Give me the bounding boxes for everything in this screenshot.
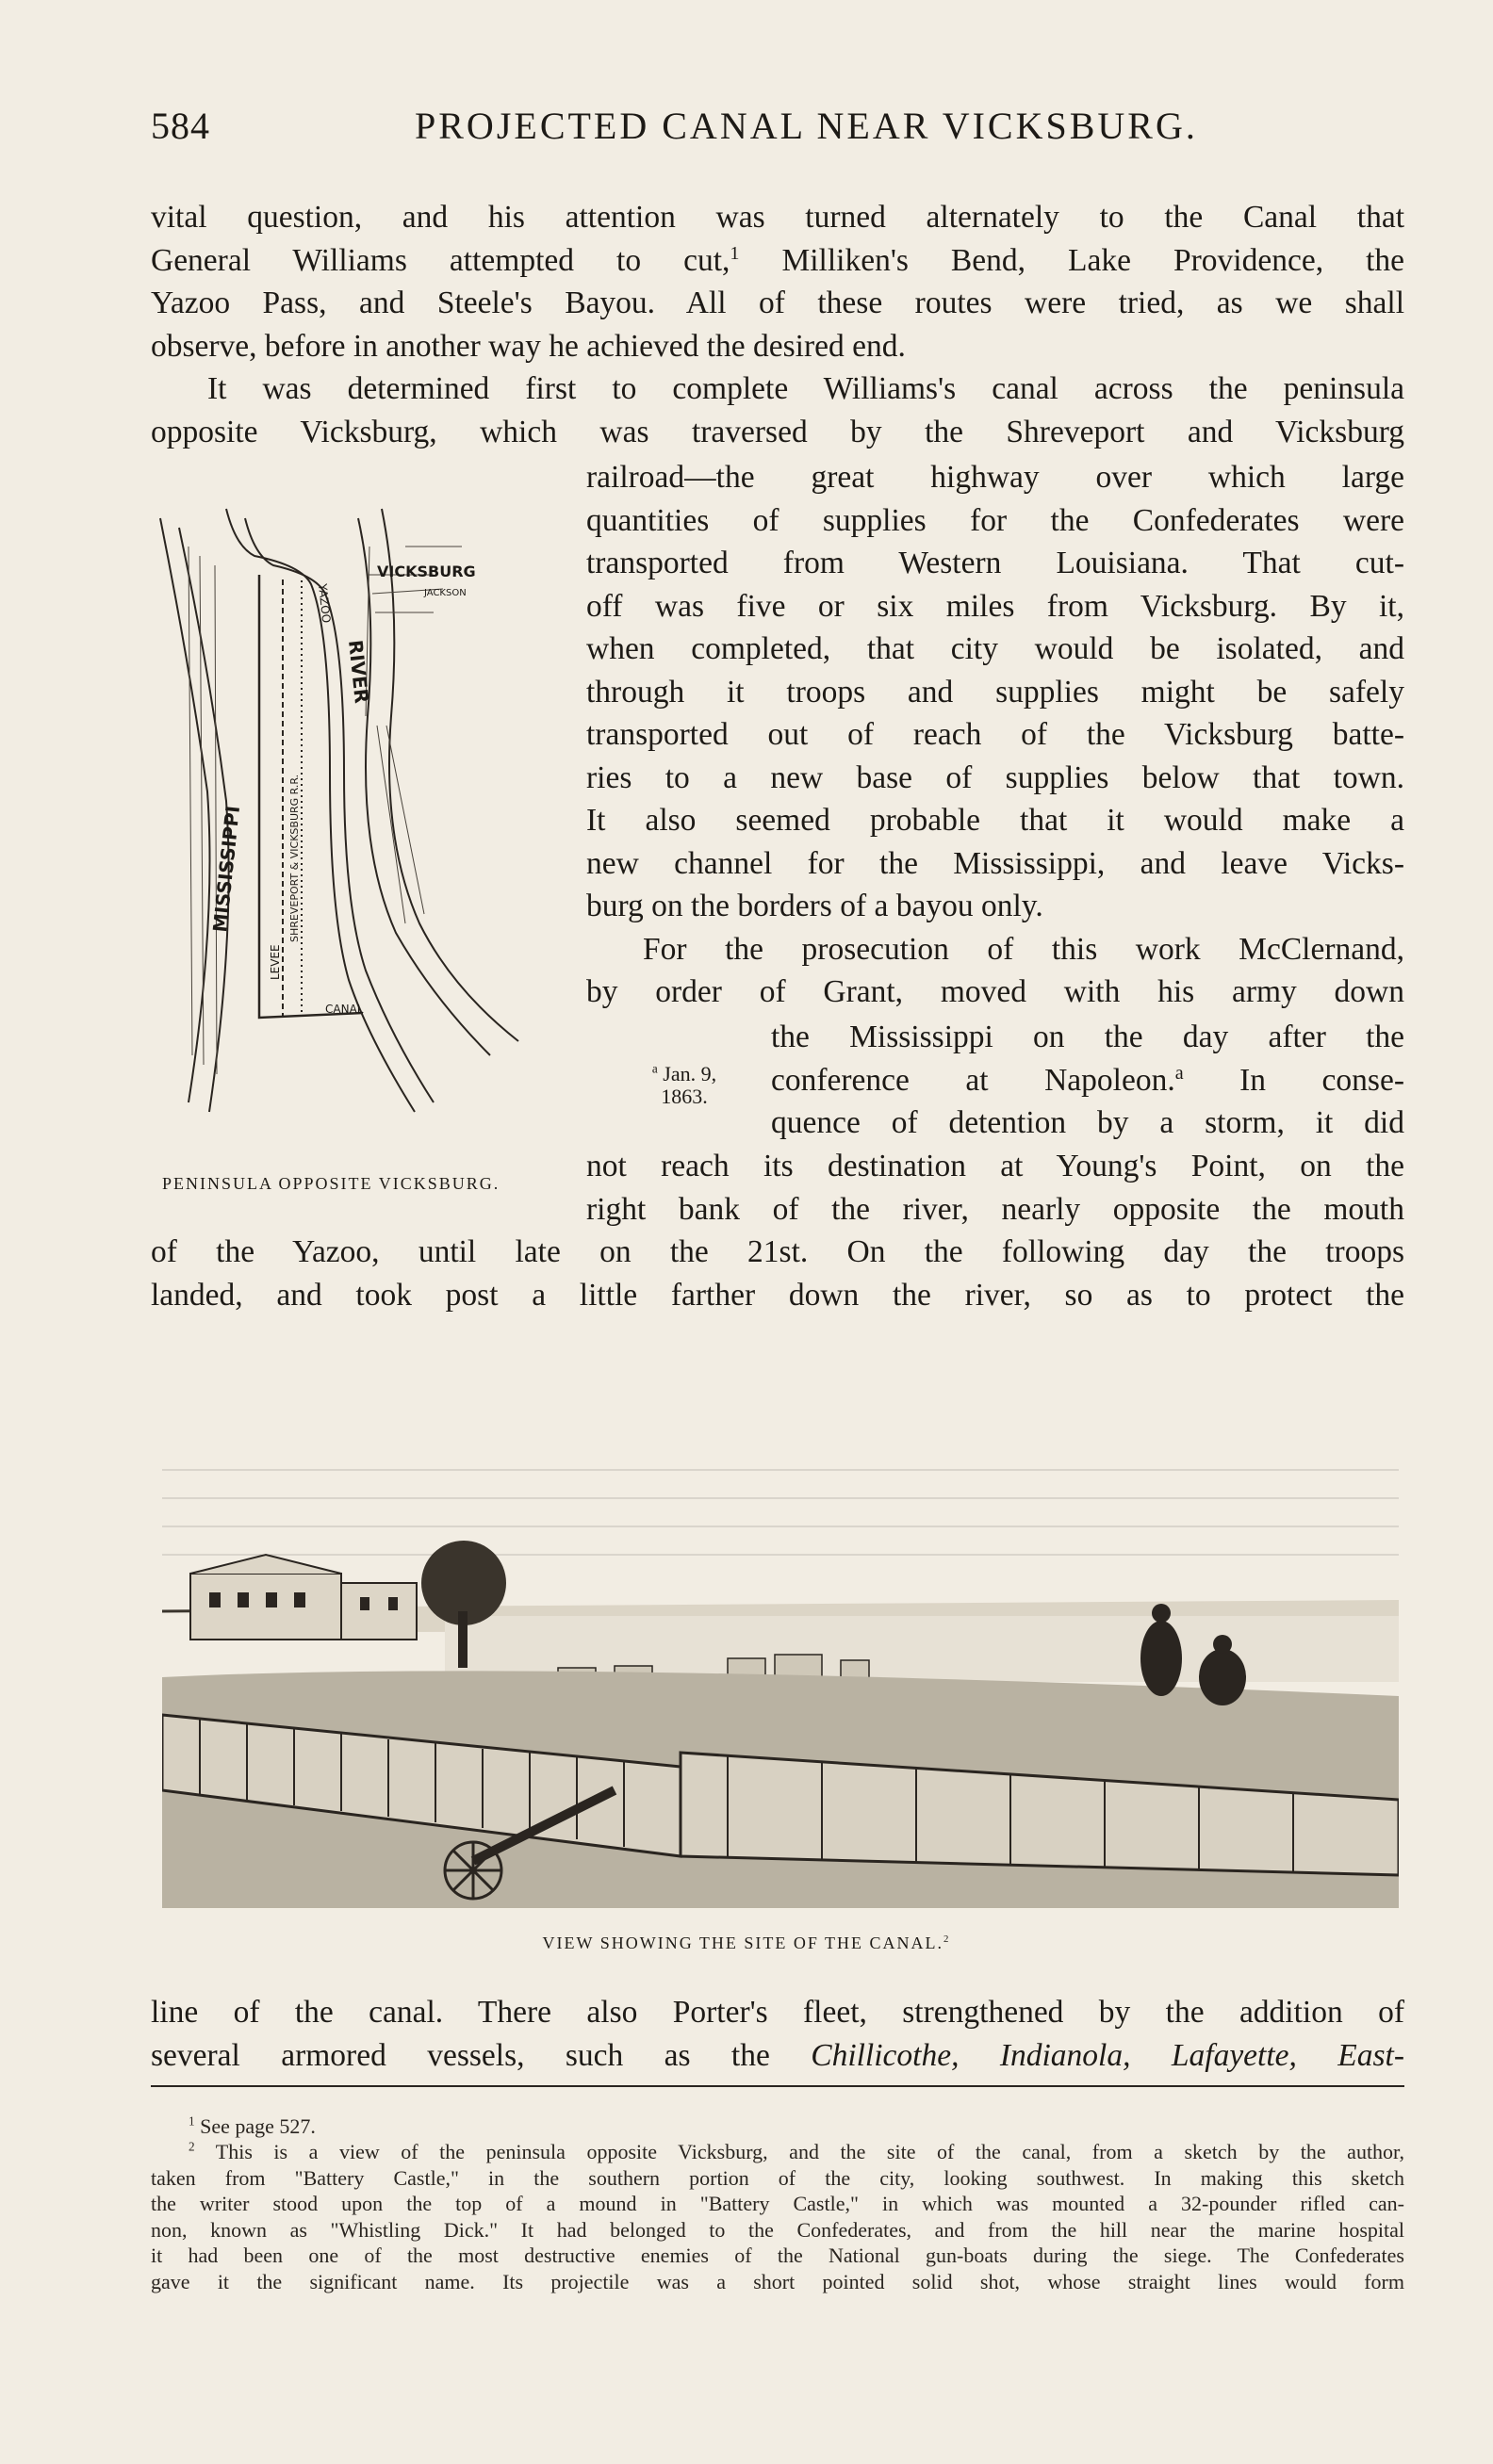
text-line: not reach its destination at Young's Point, on the <box>586 1149 1404 1183</box>
map-label-levee: LEVEE <box>269 944 282 980</box>
ship-name: Indianola, <box>999 2037 1131 2073</box>
footnote-divider <box>151 2085 1404 2087</box>
footnote-line: non, known as "Whistling Dick." It had belonged to the Confederates, and from the hill near the marine hospital <box>151 2217 1404 2242</box>
text-line: when completed, that city would be isolated, and <box>586 631 1404 666</box>
text-line: conference at Napoleon.$^a$ In conse- <box>771 1062 1404 1098</box>
paragraph-block-4 <box>586 1145 1404 1231</box>
text-line: landed, and took post a little farther down the river, so as to protect the <box>151 1277 1404 1313</box>
text-line: railroad—the great highway over which large <box>586 460 1404 495</box>
map-label-river: RIVER <box>344 639 373 705</box>
footnote-line: it had been one of the most destructive enemies of the National gun-boats during the siege. The Confederates <box>151 2244 1404 2267</box>
sidenote-ref: a <box>1174 1062 1184 1084</box>
map-label-jackson: JACKSON <box>424 588 467 598</box>
paragraph-block-2 <box>586 456 1404 1014</box>
text-line: Yazoo Pass, and Steele's Bayou. All of these routes were tried, as we shall <box>151 286 1404 320</box>
text-line: vital question, and his attention was turned alternately to the Canal that <box>151 200 1404 235</box>
map-label-railroad: SHREVEPORT & VICKSBURG R.R. <box>288 774 301 942</box>
text-line: line of the canal. There also Porter's fleet, strengthened by the addition of <box>151 1995 1404 2030</box>
text-line: opposite Vicksburg, which was traversed by the Shreveport and Vicksburg <box>151 414 1404 449</box>
text-line: observe, before in another way he achieved the desired end. <box>151 328 906 364</box>
paragraph-block-6 <box>151 1991 1404 2077</box>
text-line: quantities of supplies for the Confederates were <box>586 502 1404 538</box>
text-line: It was determined first to complete Williams's canal across the peninsula <box>207 371 1404 406</box>
ship-name: Chillicothe, <box>811 2037 960 2073</box>
text-line: burg on the borders of a bayou only. <box>586 889 1043 923</box>
footnote-ref-1: 1 <box>730 242 740 264</box>
text-line: It also seemed probable that it would make a <box>586 803 1404 838</box>
footnote-line: taken from "Battery Castle," in the southern portion of the city, looking southwest. In making this sketch <box>151 2165 1404 2190</box>
footnote-1: $^1$ See page 527. <box>189 2113 316 2138</box>
text-line: transported from Western Louisiana. That cut- <box>586 546 1404 580</box>
text-line: by order of Grant, moved with his army down <box>586 974 1404 1009</box>
text-line: General Williams attempted to cut,$^1$ Milliken's Bend, Lake Providence, the <box>151 242 1405 278</box>
footnote-line: the writer stood upon the top of a mound in "Battery Castle," in which was mounted a 32-pounder rifled can- <box>151 2192 1404 2215</box>
text-line: For the prosecution of this work McClernand, <box>643 931 1404 967</box>
map-label-yazoo: YAZOO <box>316 582 334 624</box>
text-line: quence of detention by a storm, it did <box>771 1105 1404 1140</box>
peninsula-map-illustration <box>151 490 547 1140</box>
map-label-mississippi: MISSISSIPPI <box>208 804 245 934</box>
text-line: right bank of the river, nearly opposite the mouth <box>586 1191 1404 1227</box>
text-line: transported out of reach of the Vicksburg batte- <box>586 717 1404 752</box>
paragraph-block-5 <box>151 1231 1404 1316</box>
page-number: 584 <box>151 105 210 147</box>
footnote-line: gave it the significant name. Its projectile was a short pointed solid shot, whose straight lines would form <box>151 2269 1404 2293</box>
text-line: the Mississippi on the day after the <box>771 1020 1404 1054</box>
margin-date-note: $^a$ Jan. 9, 1863. <box>651 1061 717 1108</box>
map-caption: PENINSULA OPPOSITE VICKSBURG. <box>162 1174 500 1193</box>
map-label-canal: CANAL <box>325 1003 364 1016</box>
text-line: through it troops and supplies might be safely <box>586 674 1404 710</box>
text-line: several armored vessels, such as the Chillicothe, Indianola, Lafayette, East- <box>151 2037 1405 2073</box>
running-header <box>151 104 1404 160</box>
text-line: ries to a new base of supplies below that town. <box>586 759 1404 795</box>
running-title: PROJECTED CANAL NEAR VICKSBURG. <box>415 105 1198 147</box>
footnote-line: $^2$ This is a view of the peninsula opposite Vicksburg, and the site of the canal, from a sketch by the author, <box>189 2139 1405 2163</box>
engraving-caption: VIEW SHOWING THE SITE OF THE CANAL.$^2$ <box>542 1934 951 1952</box>
ship-name: Lafayette, <box>1171 2037 1297 2073</box>
footnote-2 <box>151 2139 1404 2294</box>
canal-site-engraving <box>162 1432 1399 1908</box>
paragraph-block-3 <box>771 1016 1404 1145</box>
footnote-ref-2: 2 <box>943 1934 951 1945</box>
ship-name: East- <box>1337 2037 1405 2073</box>
paragraph-block-1 <box>151 196 1404 453</box>
text-line: off was five or six miles from Vicksburg. By it, <box>586 588 1404 624</box>
map-label-vicksburg: VICKSBURG <box>377 563 476 580</box>
text-line: of the Yazoo, until late on the 21st. On the following day the troops <box>151 1234 1404 1269</box>
text-line: new channel for the Mississippi, and leave Vicks- <box>586 845 1404 881</box>
